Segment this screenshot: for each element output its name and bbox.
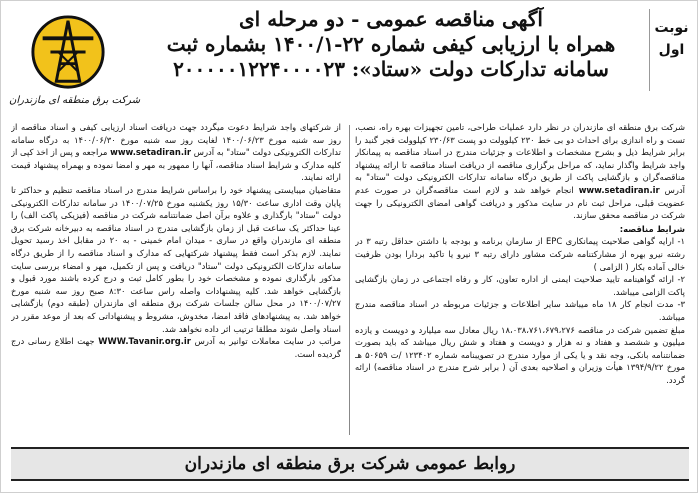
instructions-column <box>11 121 341 439</box>
documents-paragraph: از شرکتهای واجد شرایط دعوت میگردد جهت دریافت اسناد ارزیابی کیفی و اسناد مناقصه از روز سه شنبه مورخ ۱۴۰۰/۰۶/۲۳ لغایت روز سه شنبه مورخ ۱۴۰۰/۰۶/۳۰ به درگاه سامانه تدارکات الکترونیکی دولت "ستاد" به آدرس www.setadiran.ir مراجعه و پس از اخذ کپی از کلیه مدارک و شرایط اسناد مناقصه، آنها را ممهور به مهر و امضا نموده و بهمراه پیشنهاد قیمت ارائه نمایند. <box>11 122 341 183</box>
condition-1: ۱- ارایه گواهی صلاحیت پیمانکاری EPC از سازمان برنامه و بودجه با داشتن حداقل رتبه ۳ در رشته نیرو بهره از مشارکتنامه شرکت مشاور دارای رتبه ۳ نیرو یا تاکید بردارا بودن ظرفیت خالی آماده بکار ( الزامی ) <box>355 236 685 272</box>
guarantee-text: مبلغ تضمین شرکت در مناقصه ۱۸،۰۳۸،۷۶۱،۶۷۹،۲۷۶ ریال معادل سه میلیارد و دویست و یازده میلیون و ششصد و هفتاد و نه هزار و دویست و هفتاد و شش ریال میباشد که باید بصورت ضمانتنامه بانکی، وجه نقد و یا یکی از موارد مندرج در تصویبنامه شماره ۱۲۳۴۰۲ /ت ۵۰۶۵۹ هـ مورخ ۱۳۹۴/۹/۲۲ هیأت وزیران و اصلاحیه بعدی آن ( برابر شرح مندرج در اسناد مناقصه) ارائه گردد. <box>355 324 685 385</box>
setad-link[interactable]: www.setadiran.ir <box>578 184 660 195</box>
column-divider <box>349 125 350 435</box>
logo-caption: شرکت برق منطقه ای مازندران <box>9 95 141 106</box>
nobat-value: اول <box>658 42 685 58</box>
company-logo <box>9 13 141 121</box>
submission-paragraph: متقاضیان میبایستی پیشنهاد خود را براساس شرایط مندرج در اسناد مناقصه تنظیم و حداکثر تا پایان وقت اداری ساعت ۱۵/۳۰ روز یکشنبه مورخ ۱۴۰۰/۰۷/۲۵ در سامانه تدارکات الکترونیکی دولت "ستاد" بارگذاری و علاوه برآن اصل ضمانتنامه شرکت در مناقصه (فیزیکی پاکت الف) را عینا حداکثر یک ساعت قبل از زمان بازگشایی مندرج در اسناد مناقصه به دبیرخانه شرکت برق منطقه ای مازندران واقع در ساری - میدان امام خمینی - به ۲۰ در مقابل اخذ رسید تحویل نمایند. لازم بذکر است فقط پیشنهاد شرکتهایی که مدارک و اسناد مناقصه را از طریق درگاه سامانه تدارکات الکترونیکی دولت "ستاد" دریافت و پس از تکمیل، مهر و امضاء بررسی سایت مذکور بارگذاری نموده و مشخصات خود را بطور کامل ثبت و درج کرده باشند مورد قبول و بازگشایی خواهد شد. کلیه پیشنهادات واصله راس ساعت ۸:۳۰ صبح روز سه شنبه مورخ ۱۴۰۰/۰۷/۲۷ در محل سالن جلسات شرکت برق منطقه ای مازندران (طبقه دوم) بازگشایی خواهد شد. به پیشنهادهای فاقد امضا، مخدوش، مشروط و پیشنهاداتی که بعد از موعد مقرر در اسناد واصل شوند مطلقا ترتیب اثر داده نخواهد شد. <box>11 184 341 334</box>
title-line-2: همراه با ارزیابی کیفی شماره ۲۲-۱۴۰۰/۱ بشماره ثبت <box>166 32 616 56</box>
conditions-heading: شرایط مناقصه: <box>619 223 685 234</box>
title-line-1: آگهی مناقصه عمومی - دو مرحله ای <box>239 7 543 31</box>
title-line-3: سامانه تدارکات دولت «ستاد»: ۲۰۰۰۰۰۱۲۲۴۰۰۰۰۲۳ <box>173 57 609 81</box>
condition-3: ۳- مدت انجام کار ۱۸ ماه میباشد سایر اطلاعات و جزئیات مربوطه در اسناد مناقصه مندرج میباشد. <box>355 299 685 322</box>
tavanir-paragraph: مراتب در سایت معاملات توانیر به آدرس WWW.Tavanir.org.ir جهت اطلاع رسانی درج گردیده است. <box>11 336 341 359</box>
intro-text: شرکت برق منطقه ای مازندران در نظر دارد عملیات طراحی، تامین تجهیزات بهره راه، نصب، تست و راه اندازی برای احداث دو بی خط ۲۳۰ کیلوولت دو پست ۲۳۰/۶۳ کیلوولت فجر گنبد را برابر شرایط ذیل و بشرح مشخصات و اطلاعات و جزئیات مندرج در اسناد مناقصه به پیمانکار واجد شرایط واگذار نماید، که مراحل برگزاری مناقصه از دریافت اسناد مناقصه تا ارائه پیشنهاد مناقصه‌گران و بازگشایی پاکت از طریق درگاه سامانه تدارکات الکترونیکی دولت "ستاد" به آدرس www.setadiran.ir انجام خواهد شد و لازم است مناقصه‌گران در صورت عدم عضویت قبلی، مراحل ثبت نام در سایت مذکور و دریافت گواهی امضای الکترونیکی را جهت شرکت در مناقصه محقق سازند. <box>355 122 685 221</box>
public-relations-footer: روابط عمومی شرکت برق منطقه ای مازندران <box>11 447 689 481</box>
header <box>1 1 698 119</box>
conditions-column <box>355 121 685 439</box>
publication-round-badge <box>649 9 693 91</box>
power-tower-logo-icon <box>29 13 107 91</box>
condition-2: ۲- ارائه گواهینامه تایید صلاحیت ایمنی از اداره تعاون، کار و رفاه اجتماعی در زمان بازگشایی پاکت الزامی میباشد. <box>355 274 685 297</box>
setad-link-2[interactable]: www.setadiran.ir <box>110 147 192 158</box>
nobat-label: نوبت <box>654 20 689 36</box>
page-title <box>151 7 631 82</box>
tavanir-link[interactable]: WWW.Tavanir.org.ir <box>98 336 191 347</box>
